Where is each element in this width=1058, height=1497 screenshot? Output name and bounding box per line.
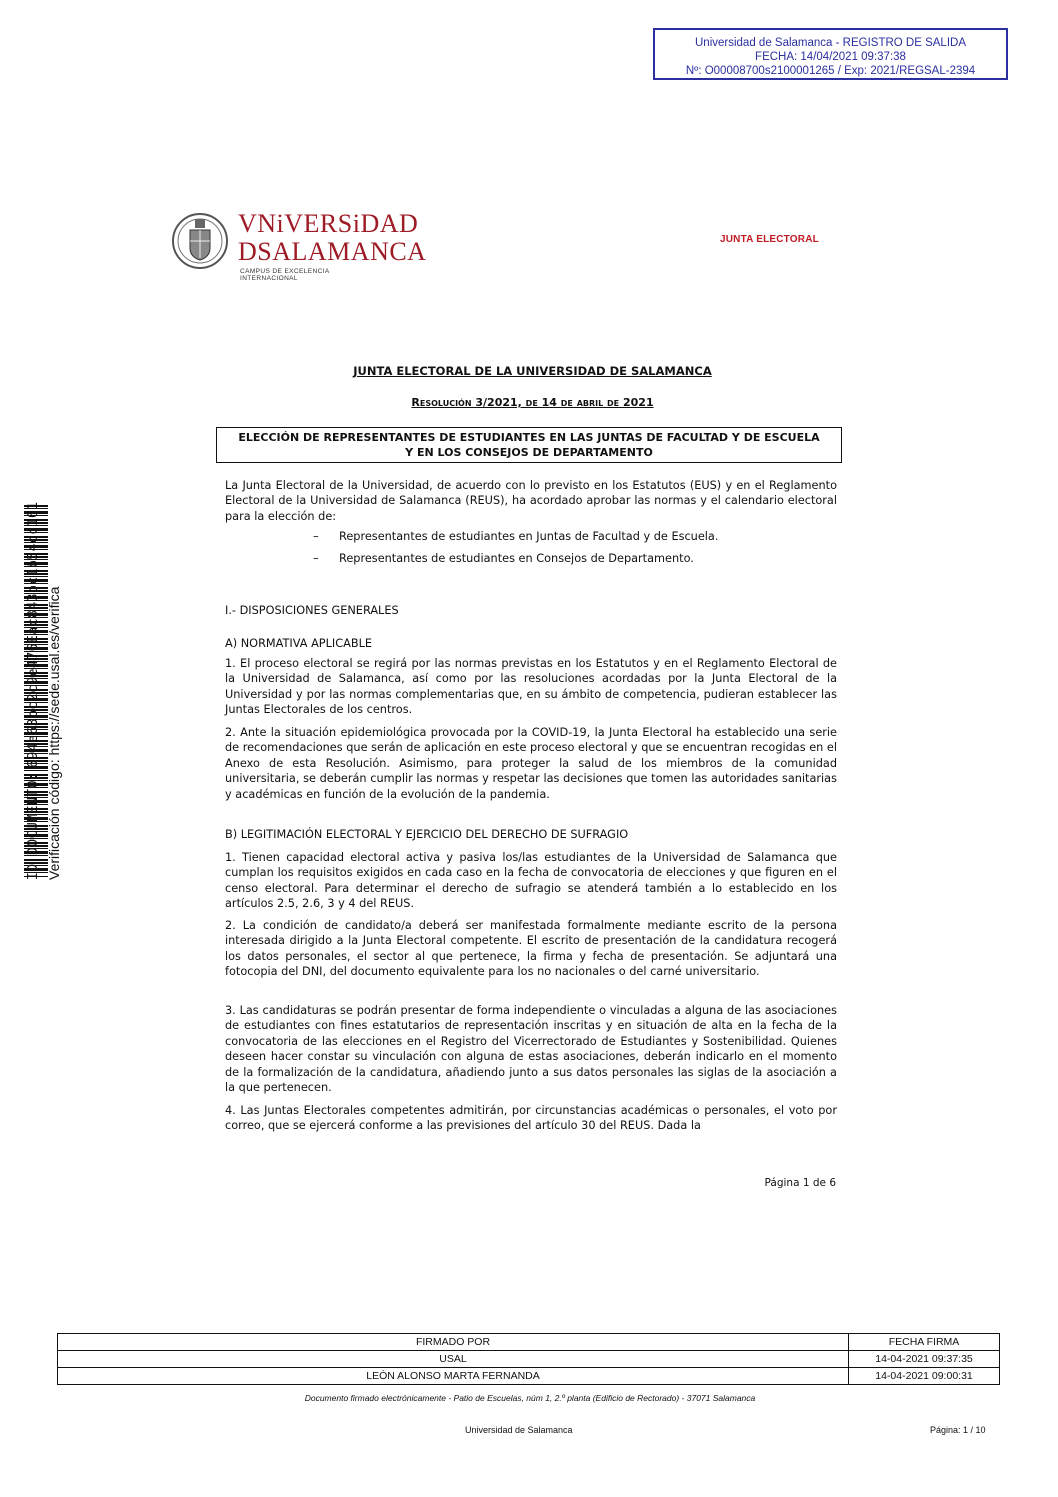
- registry-stamp: [653, 28, 1008, 80]
- university-logo: [170, 208, 427, 282]
- stamp-line-1: Universidad de Salamanca - REGISTRO DE SALIDA: [695, 37, 966, 49]
- footer-page-count: Página: 1 / 10: [930, 1425, 986, 1435]
- sign-date: 14-04-2021 09:37:35: [849, 1351, 1000, 1368]
- logo-campus: CAMPUS DE EXCELENCIA INTERNACIONAL: [240, 268, 330, 282]
- paragraph-b4: 4. Las Juntas Electorales competentes admitirán, por circunstancias académicas o personales, el voto por correo, que se ejercerá conforme a las previsiones del artículo 30 del REUS. Dada la: [225, 1104, 837, 1133]
- document-title: JUNTA ELECTORAL DE LA UNIVERSIDAD DE SALAMANCA: [353, 364, 712, 378]
- table-header-row: [58, 1334, 1000, 1351]
- intro-paragraph: La Junta Electoral de la Universidad, de acuerdo con lo previsto en los Estatutos (EUS) y en el Reglamento Electoral de la Universidad de Salamanca (REUS), ha acordado aprobar las normas y el calendario electoral para la elección de:: [225, 479, 837, 523]
- logo-wordmark: VNiVERSiDAD DSALAMANCA: [238, 209, 427, 266]
- table-row: [58, 1368, 1000, 1385]
- signature-table: [57, 1333, 1000, 1385]
- doc-id-label: ID DOCUMENTO:: [26, 771, 41, 880]
- stamp-line-2: FECHA: 14/04/2021 09:37:38: [755, 51, 906, 63]
- stamp-line-3: Nº: O00008700s2100001265 / Exp: 2021/REGSAL-2394: [685, 65, 976, 77]
- list-item: – Representantes de estudiantes en Juntas de Facultad y de Escuela.: [313, 530, 719, 543]
- sign-date: 14-04-2021 09:00:31: [849, 1368, 1000, 1385]
- footer-university: Universidad de Salamanca: [465, 1425, 573, 1435]
- paragraph-b2: 2. La condición de candidato/a deberá ser manifestada formalmente mediante escrito de la persona interesada dirigido a la Junta Electoral competente. El escrito de presentación de la candidatura recogerá los datos personales, el sector al que pertenece, la firma y fecha de presentación. Se adjuntará una fotocopia del DNI, del documento equivalente para los no nacionales o del carné universitario.: [225, 919, 837, 979]
- coat-of-arms-icon: [170, 208, 230, 274]
- subject-box: [216, 427, 842, 463]
- header-signed-by: FIRMADO POR: [58, 1334, 849, 1351]
- subsection-heading: B) LEGITIMACIÓN ELECTORAL Y EJERCICIO DEL DERECHO DE SUFRAGIO: [225, 828, 629, 841]
- table-row: [58, 1351, 1000, 1368]
- verification-url: Verificación código: https://sede.usal.es/verifica: [46, 586, 62, 880]
- resolution-line: Resolución 3/2021, de 14 de abril de 2021: [411, 396, 654, 409]
- paragraph-a2: 2. Ante la situación epidemiológica provocada por la COVID-19, la Junta Electoral ha establecido una serie de recomendaciones que serán de aplicación en este proceso electoral y que se encuentran recogidas en el Anexo de esta Resolución. Asimismo, para proteger la salud de los miembros de la comunidad universitaria, se deberán cumplir las normas y respetar las decisiones que tomen las autoridades sanitarias y académicas en función de la evolución de la pandemia.: [225, 726, 837, 801]
- header-sign-date: FECHA FIRMA: [849, 1334, 1000, 1351]
- verification-band: [22, 120, 66, 880]
- footer-note: Documento firmado electrónicamente - Patio de Escuelas, núm 1, 2.º planta (Edificio de Rectorado) - 37071 Salamanca: [304, 1393, 756, 1403]
- subject-line-2: Y EN LOS CONSEJOS DE DEPARTAMENTO: [405, 446, 653, 459]
- paragraph-b1: 1. Tienen capacidad electoral activa y pasiva los/las estudiantes de la Universidad de Salamanca que cumplan los requisitos exigidos en cada caso en la fecha de convocatoria de elecciones y que figuren en el censo electoral. Para determinar el derecho de sufragio se atenderá también a lo establecido en los artículos 2.5, 2.6, 3 y 4 del REUS.: [225, 851, 837, 911]
- header-junta-electoral: JUNTA ELECTORAL: [720, 234, 819, 245]
- paragraph-a1: 1. El proceso electoral se regirá por las normas previstas en los Estatutos y en el Reglamento Electoral de la Universidad de Salamanca, así como por las resoluciones acordadas por la Junta Electoral de la Universidad y por las normas complementarias que, en su ámbito de competencia, pudieran establecer las Juntas Electorales de los centros.: [225, 657, 837, 717]
- list-item: – Representantes de estudiantes en Consejos de Departamento.: [313, 552, 694, 565]
- subsection-heading: A) NORMATIVA APLICABLE: [225, 637, 373, 650]
- section-heading: I.- DISPOSICIONES GENERALES: [225, 604, 399, 617]
- paragraph-b3: 3. Las candidaturas se podrán presentar de forma independiente o vinculadas a alguna de las asociaciones de estudiantes con fines estatutarios de representación inscritas y en situación de alta en la fecha de la convocatoria de las elecciones en el Registro del Vicerrectorado de Estudiantes y Sostenibilidad. Quienes deseen hacer constar su vinculación con alguna de estas asociaciones, deberán indicarlo en el momento de la formalización de la candidatura, añadiendo junto a sus datos personales las siglas de la asociación a la que pertenecen.: [225, 1004, 837, 1095]
- subject-line-1: ELECCIÓN DE REPRESENTANTES DE ESTUDIANTES EN LAS JUNTAS DE FACULTAD Y DE ESCUELA: [238, 431, 820, 444]
- signer-name: LEÓN ALONSO MARTA FERNANDA: [58, 1368, 849, 1385]
- signer-name: USAL: [58, 1351, 849, 1368]
- doc-id-value: 694e63bc2c9e476Eac843bc1b54dc161: [26, 501, 41, 768]
- page-number: Página 1 de 6: [764, 1177, 836, 1189]
